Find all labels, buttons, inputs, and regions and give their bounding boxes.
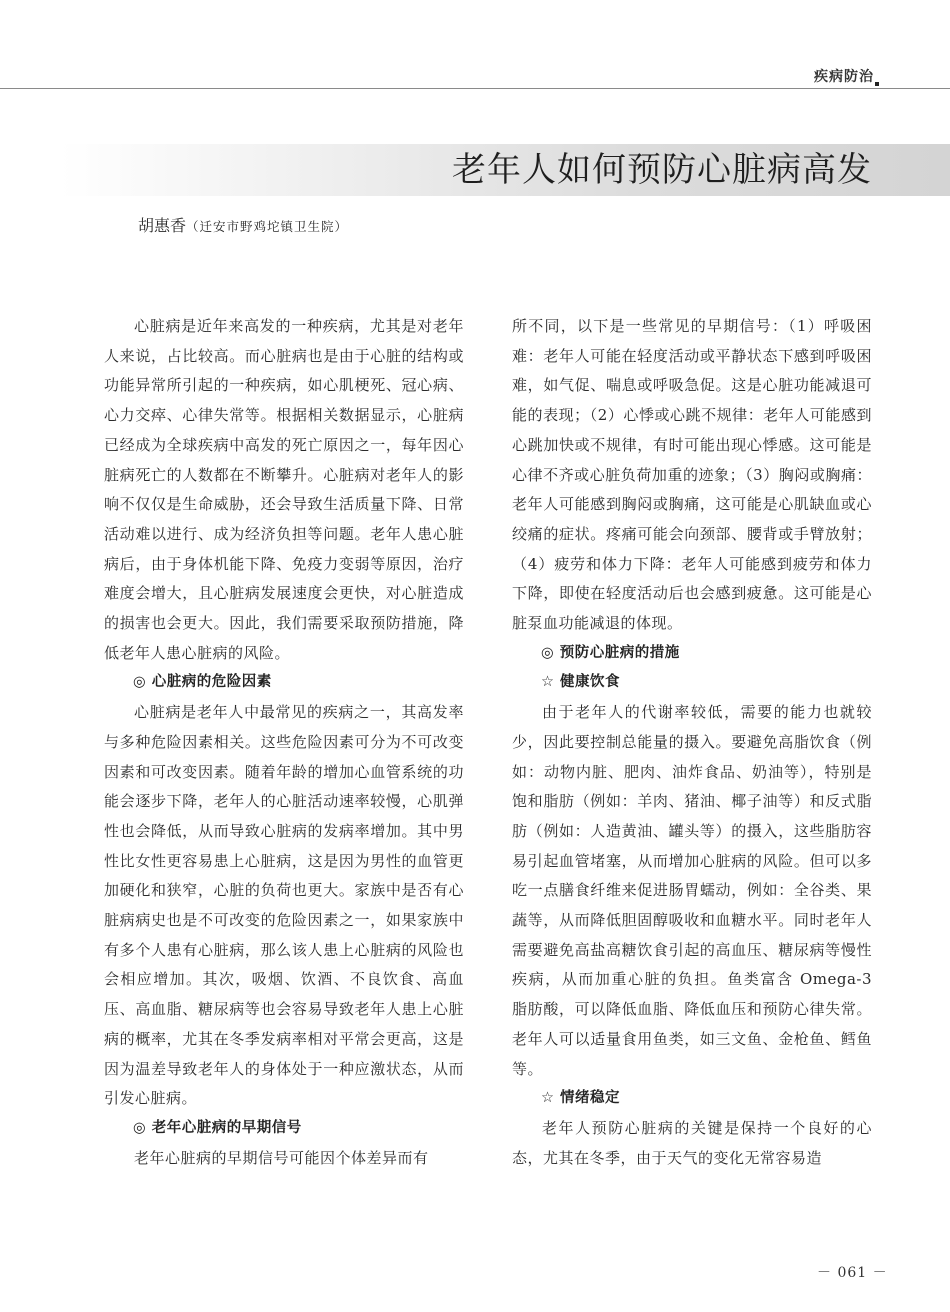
subheading-healthy-diet: ☆ 健康饮食 bbox=[541, 674, 621, 691]
byline bbox=[138, 213, 348, 236]
healthy-diet-paragraph: 由于老年人的代谢率较低，需要的能力也就较少，因此要控制总能量的摄入。要避免高脂饮食（例如：动物内脏、肥肉、油炸食品、奶油等），特别是饱和脂肪（例如：羊肉、猪油、椰子油等）和反式脂肪（例如：人造黄油、罐头等）的摄入，这些脂肪容易引起血管堵塞，从而增加心脏病的风险。但可以多吃一点膳食纤维来促进肠胃蠕动，例如：全谷类、果蔬等，从而降低胆固醇吸收和血糖水平。同时老年人需要避免高盐高糖饮食引起的高血压、糖尿病等慢性疾病，从而加重心脏的负担。鱼类富含 Omega-3 脂肪酸，可以降低血脂、降低血压和预防心律失常。老年人可以适量食用鱼类，如三文鱼、金枪鱼、鳕鱼等。 bbox=[512, 703, 872, 1078]
subheading-emotional-stability: ☆ 情绪稳定 bbox=[541, 1090, 621, 1107]
left-column bbox=[104, 312, 464, 1252]
author-affiliation: （迁安市野鸡坨镇卫生院） bbox=[186, 219, 349, 234]
emotional-stability-paragraph: 老年人预防心脏病的关键是保持一个良好的心态，尤其在冬季，由于天气的变化无常容易造 bbox=[512, 1118, 872, 1167]
early-signals-paragraph-continued: 所不同，以下是一些常见的早期信号：（1）呼吸困难：老年人可能在轻度活动或平静状态下感到呼吸困难，如气促、喘息或呼吸急促。这是心脏功能减退可能的表现；（2）心悸或心跳不规律：老年人可能感到心跳加快或不规律，有时可能出现心悸感。这可能是心律不齐或心脏负荷加重的迹象；（3）胸闷或胸痛：老年人可能感到胸闷或胸痛，这可能是心肌缺血或心绞痛的症状。疼痛可能会向颈部、腰背或手臂放射；（4）疲劳和体力下降：老年人可能感到疲劳和体力下降，即使在轻度活动后也会感到疲惫。这可能是心脏泵血功能减退的体现。 bbox=[512, 317, 872, 633]
risk-factors-paragraph: 心脏病是老年人中最常见的疾病之一，其高发率与多种危险因素相关。这些危险因素可分为不可改变因素和可改变因素。随着年龄的增加心血管系统的功能会逐步下降，老年人的心脏活动速率较慢，心肌弹性也会降低，从而导致心脏病的发病率增加。其中男性比女性更容易患上心脏病，这是因为男性的血管更加硬化和狭窄，心脏的负荷也更大。家族中是否有心脏病病史也是不可改变的危险因素之一，如果家族中有多个人患有心脏病，那么该人患上心脏病的风险也会相应增加。其次，吸烟、饮酒、不良饮食、高血压、高血脂、糖尿病等也会容易导致老年人患上心脏病的概率，尤其在冬季发病率相对平常会更高，这是因为温差导致老年人的身体处于一种应激状态，从而引发心脏病。 bbox=[104, 703, 464, 1108]
early-signals-paragraph: 老年心脏病的早期信号可能因个体差异而有 bbox=[134, 1148, 429, 1167]
author-name: 胡惠香 bbox=[138, 216, 187, 235]
heading-prevention: ◎ 预防心脏病的措施 bbox=[541, 644, 680, 661]
header-rule bbox=[0, 88, 950, 89]
article-title: 老年人如何预防心脏病高发 bbox=[452, 150, 872, 190]
heading-risk-factors: ◎ 心脏病的危险因素 bbox=[133, 674, 272, 691]
intro-paragraph: 心脏病是近年来高发的一种疾病，尤其是对老年人来说，占比较高。而心脏病也是由于心脏的结构或功能异常所引起的一种疾病，如心肌梗死、冠心病、心力交瘁、心律失常等。根据相关数据显示，心脏病已经成为全球疾病中高发的死亡原因之一，每年因心脏病死亡的人数都在不断攀升。心脏病对老年人的影响不仅仅是生命威胁，还会导致生活质量下降、日常活动难以进行、成为经济负担等问题。老年人患心脏病后，由于身体机能下降、免疫力变弱等原因，治疗难度会增大，且心脏病发展速度会更快，对心脏造成的损害也会更大。因此，我们需要采取预防措施，降低老年人患心脏病的风险。 bbox=[104, 317, 464, 662]
heading-early-signals: ◎ 老年心脏病的早期信号 bbox=[133, 1119, 302, 1136]
header-square-mark bbox=[875, 82, 879, 86]
page-number: － 061 － bbox=[817, 1265, 888, 1281]
right-column bbox=[512, 312, 872, 1252]
section-label: 疾病防治 bbox=[814, 69, 874, 85]
